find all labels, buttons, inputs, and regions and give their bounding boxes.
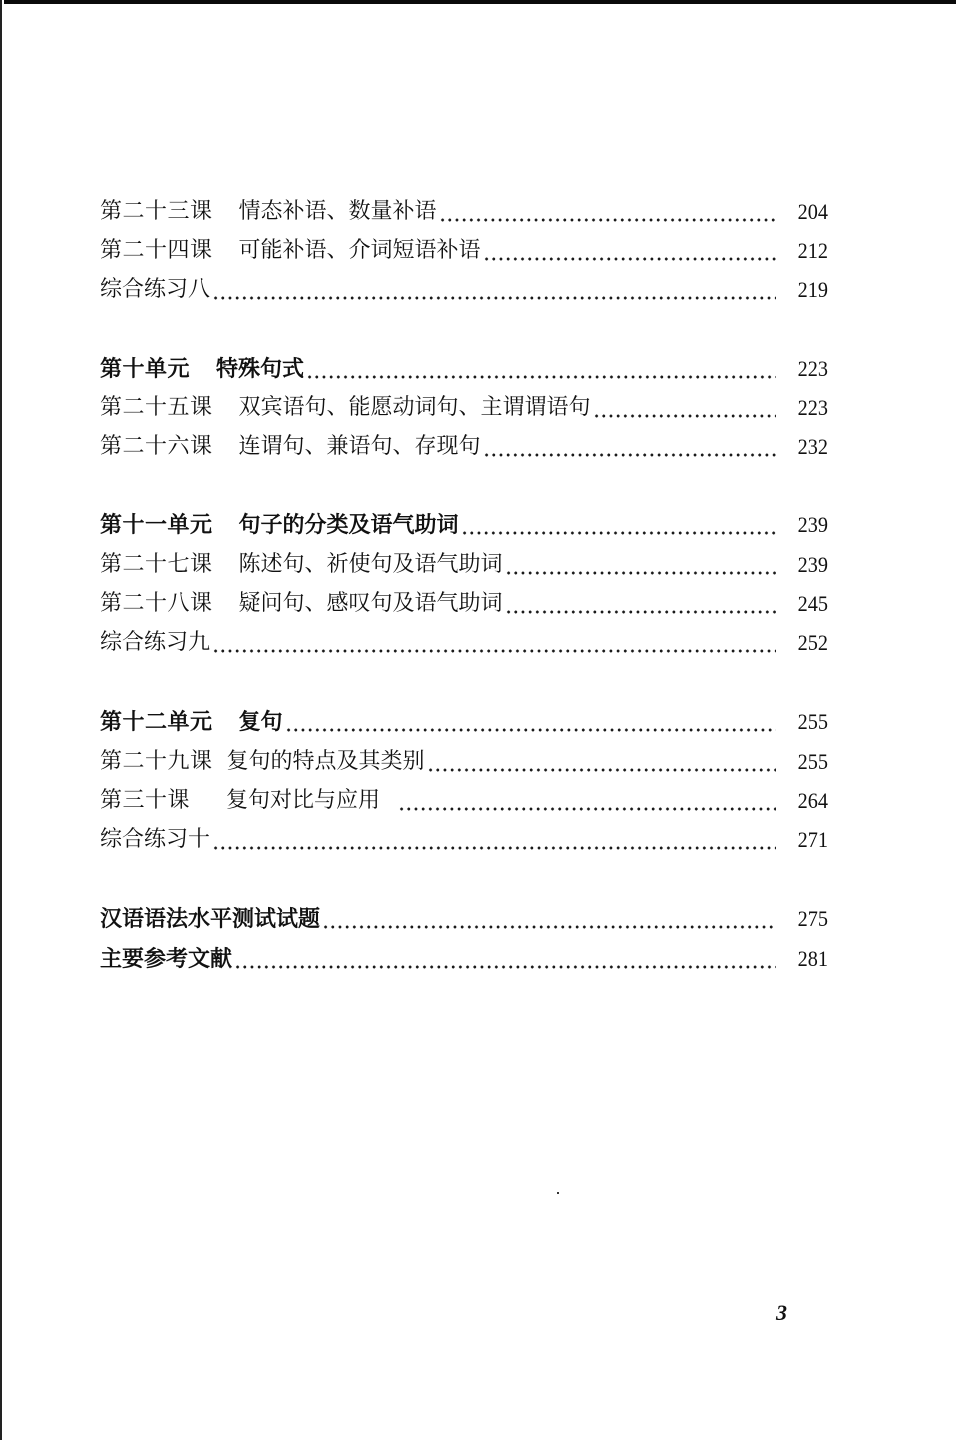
toc-entry-lesson-28[interactable] (100, 589, 828, 619)
dot-leader (505, 589, 776, 619)
lesson-number: 第三十课 (100, 788, 191, 813)
lesson-title: 疑问句、感叹句及语气助词 (238, 591, 503, 616)
toc-entry-lesson-29[interactable] (100, 747, 828, 777)
toc-entry-exercise-8[interactable] (100, 275, 828, 305)
lesson-title: 复句的特点及其类别 (226, 749, 425, 774)
appendix-title: 汉语语法水平测试试题 (100, 906, 321, 932)
page-ref: 239 (797, 512, 828, 537)
unit-number: 第十单元 (100, 356, 191, 382)
toc-entry-exercise-10[interactable] (100, 825, 828, 855)
dot-leader (322, 904, 776, 934)
lesson-title: 情态补语、数量补语 (238, 199, 437, 224)
dot-leader (285, 707, 776, 737)
page-number: 3 (776, 1300, 787, 1325)
dot-leader (461, 510, 776, 540)
unit-title: 句子的分类及语气助词 (238, 512, 459, 538)
lesson-title: 双宾语句、能愿动词句、主谓谓语句 (238, 395, 591, 420)
dot-leader (593, 393, 776, 423)
lesson-title: 复句对比与应用 (226, 788, 381, 813)
toc-entry-lesson-25[interactable] (100, 393, 828, 423)
unit-number: 第十一单元 (100, 512, 213, 538)
toc-entry-unit-12[interactable] (100, 707, 828, 737)
page-ref: 219 (797, 277, 828, 302)
page-ref: 223 (797, 395, 828, 420)
lesson-title: 可能补语、介词短语补语 (238, 238, 481, 263)
toc-entry-references[interactable] (100, 944, 828, 974)
toc-entry-unit-11[interactable] (100, 510, 828, 540)
dot-leader (439, 197, 776, 227)
lesson-number: 第二十三课 (100, 199, 213, 224)
page-ref: 252 (797, 630, 828, 655)
page-ref: 239 (797, 552, 828, 577)
exercise-title: 综合练习十 (100, 827, 211, 852)
dot-leader (212, 628, 776, 658)
dot-leader (306, 354, 776, 384)
dot-leader (212, 825, 776, 855)
lesson-number: 第二十六课 (100, 434, 213, 459)
lesson-number: 第二十四课 (100, 238, 213, 263)
unit-number: 第十二单元 (100, 709, 213, 735)
page-left-edge (0, 0, 2, 1440)
dot-leader (212, 275, 776, 305)
toc-entry-lesson-30[interactable] (100, 786, 828, 816)
page-ref: 255 (797, 749, 828, 774)
toc-entry-exercise-9[interactable] (100, 628, 828, 658)
toc-entry-grammar-test[interactable] (100, 904, 828, 934)
toc-entry-lesson-27[interactable] (100, 550, 828, 580)
exercise-title: 综合练习九 (100, 630, 211, 655)
page-ref: 281 (797, 946, 828, 971)
page-ref: 223 (797, 356, 828, 381)
dot-leader (427, 747, 776, 777)
dot-leader (483, 236, 776, 266)
page-ref: 204 (797, 199, 828, 224)
dot-leader (398, 786, 776, 816)
appendix-title: 主要参考文献 (100, 946, 233, 972)
scan-speck (557, 1192, 559, 1194)
lesson-number: 第二十九课 (100, 749, 213, 774)
unit-title: 特殊句式 (216, 356, 305, 382)
toc-entry-lesson-26[interactable] (100, 432, 828, 462)
page-ref: 271 (797, 827, 828, 852)
page-ref: 212 (797, 238, 828, 263)
page-ref: 264 (797, 788, 828, 813)
toc-entry-lesson-23[interactable] (100, 197, 828, 227)
dot-leader (483, 432, 776, 462)
unit-title: 复句 (238, 709, 283, 735)
lesson-number: 第二十五课 (100, 395, 213, 420)
exercise-title: 综合练习八 (100, 277, 211, 302)
top-rule (4, 0, 956, 4)
page-ref: 275 (797, 906, 828, 931)
lesson-number: 第二十八课 (100, 591, 213, 616)
lesson-title: 连谓句、兼语句、存现句 (238, 434, 481, 459)
dot-leader (505, 550, 776, 580)
dot-leader (234, 944, 776, 974)
lesson-title: 陈述句、祈使句及语气助词 (238, 552, 503, 577)
page-ref: 232 (797, 434, 828, 459)
toc-entry-lesson-24[interactable] (100, 236, 828, 266)
toc-entry-unit-10[interactable] (100, 354, 828, 384)
lesson-number: 第二十七课 (100, 552, 213, 577)
page-ref: 245 (797, 591, 828, 616)
page-ref: 255 (797, 709, 828, 734)
